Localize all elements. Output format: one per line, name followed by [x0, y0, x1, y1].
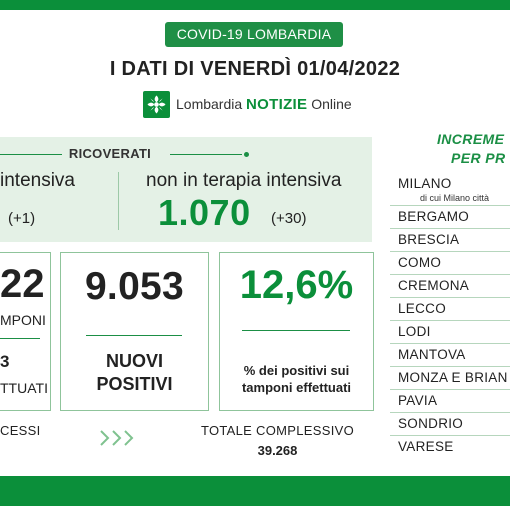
positivi-label-line1: NUOVI: [105, 351, 163, 371]
positivi-label: [60, 350, 209, 396]
province-name: LECCO: [398, 301, 447, 316]
list-item: [390, 344, 510, 367]
percentuale-label: [219, 362, 374, 396]
brand-part-lombardia: Lombardia: [176, 95, 243, 112]
top-green-bar: [0, 0, 510, 10]
ricoverati-label: RICOVERATI: [68, 146, 152, 161]
tamponi-rule: [0, 338, 40, 339]
non-intensiva-delta: (+30): [271, 210, 307, 227]
tamponi-value: 22: [0, 262, 45, 306]
decessi-label: CESSI: [0, 423, 41, 438]
list-item: [390, 390, 510, 413]
incrementi-heading: [437, 130, 506, 168]
province-name: SONDRIO: [398, 416, 464, 431]
province-name: LODI: [398, 324, 431, 339]
percentuale-value: 12,6%: [239, 263, 354, 307]
percentuale-label-line2: tamponi effettuati: [241, 380, 352, 395]
list-item: [390, 206, 510, 229]
tamponi-label-2: TTUATI: [0, 380, 48, 396]
province-name: MONZA E BRIAN: [398, 370, 508, 385]
province-name: BERGAMO: [398, 209, 470, 224]
brand-logo-row: [143, 90, 352, 118]
chevrons-icon: [99, 428, 139, 448]
lombardia-cross-icon: [143, 91, 170, 118]
list-item: [390, 367, 510, 390]
bottom-green-bar: [0, 476, 510, 506]
province-name: CREMONA: [398, 278, 470, 293]
list-item: [390, 229, 510, 252]
percentuale-rule: [242, 330, 350, 331]
province-name: BRESCIA: [398, 232, 460, 247]
percentuale-label-line1: % dei positivi sui: [243, 363, 350, 378]
non-intensiva-value: 1.070: [158, 192, 251, 233]
province-name: COMO: [398, 255, 442, 270]
list-item: [390, 252, 510, 275]
province-name: MILANO: [398, 176, 452, 191]
incrementi-heading-line2: PER PR: [451, 150, 506, 166]
brand-name: [176, 96, 352, 113]
province-name: MANTOVA: [398, 347, 466, 362]
totale-value: 39.268: [257, 443, 298, 458]
province-name: VARESE: [398, 439, 454, 454]
ricoverati-divider: [118, 172, 119, 230]
list-item: [390, 171, 510, 206]
page-title: I DATI DI VENERDÌ 01/04/2022: [109, 58, 401, 80]
non-intensiva-label: non in terapia intensiva: [146, 170, 342, 191]
tamponi-value-2: 3: [0, 352, 10, 371]
intensiva-delta: (+1): [8, 210, 36, 227]
positivi-value: 9.053: [84, 265, 185, 308]
intensiva-label: intensiva: [0, 170, 75, 191]
brand-part-notizie: NOTIZIE: [246, 95, 308, 113]
list-item: [390, 436, 510, 458]
incrementi-heading-line1: INCREME: [437, 131, 505, 147]
ricoverati-rule-right: [170, 154, 242, 155]
list-item: [390, 275, 510, 298]
list-item: [390, 413, 510, 436]
province-list: [390, 171, 510, 458]
list-item: [390, 298, 510, 321]
brand-part-online: Online: [311, 95, 352, 112]
list-item: [390, 321, 510, 344]
province-sub: di cui Milano città: [420, 193, 490, 203]
ricoverati-dot: [244, 152, 249, 157]
totale-label: TOTALE COMPLESSIVO: [200, 423, 354, 438]
province-name: PAVIA: [398, 393, 438, 408]
positivi-rule: [86, 335, 182, 336]
region-pill: COVID-19 LOMBARDIA: [165, 22, 343, 47]
positivi-label-line2: POSITIVI: [96, 374, 173, 394]
tamponi-label: MPONI: [0, 312, 46, 328]
